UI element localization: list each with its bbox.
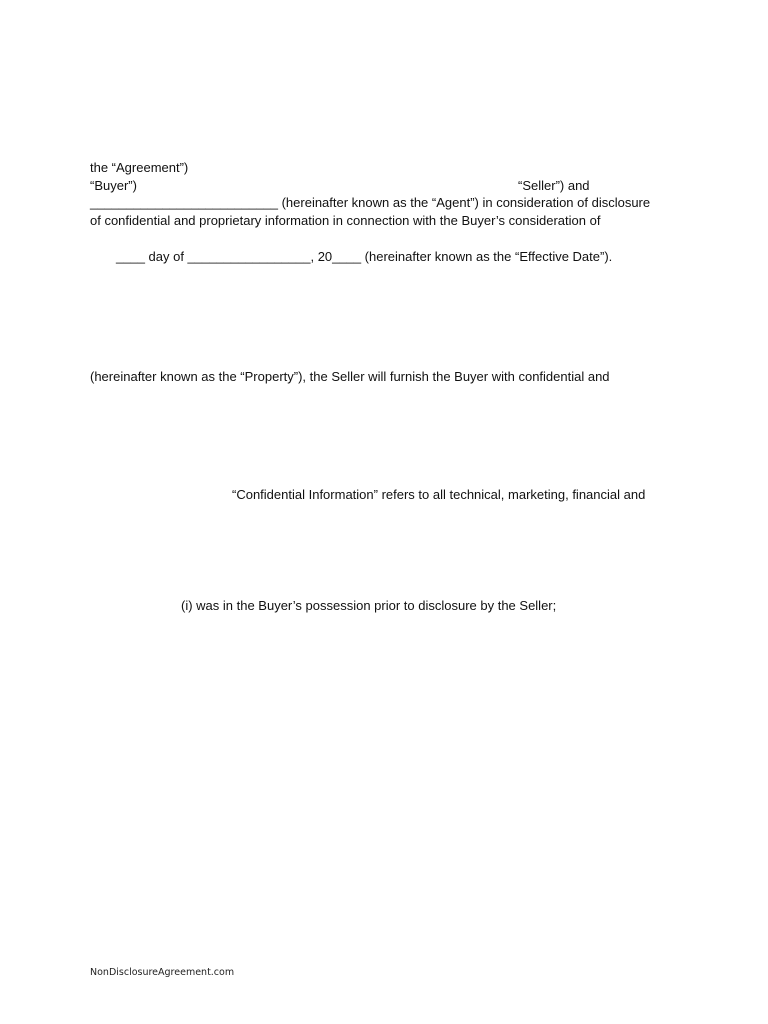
effective-date-line: ____ day of _________________, 20____ (hereinafter known as the “Effective Date”). xyxy=(116,249,613,264)
agent-line: __________________________ (hereinafter known as the “Agent”) in consideration of disclosure xyxy=(90,195,651,210)
definition-line: “Confidential Information” refers to all technical, marketing, financial and xyxy=(232,487,646,502)
confidential-line: of confidential and proprietary information in connection with the Buyer’s consideration of xyxy=(90,213,601,228)
agreement-line: the “Agreement”) xyxy=(90,160,189,175)
property-line: (hereinafter known as the “Property”), the Seller will furnish the Buyer with confidential and xyxy=(90,369,610,384)
exclusion-line: (i) was in the Buyer’s possession prior to disclosure by the Seller; xyxy=(181,598,557,613)
seller-line: “Seller”) and xyxy=(518,178,590,193)
buyer-line: “Buyer”) xyxy=(90,178,137,193)
footer-source: NonDisclosureAgreement.com xyxy=(90,967,235,978)
